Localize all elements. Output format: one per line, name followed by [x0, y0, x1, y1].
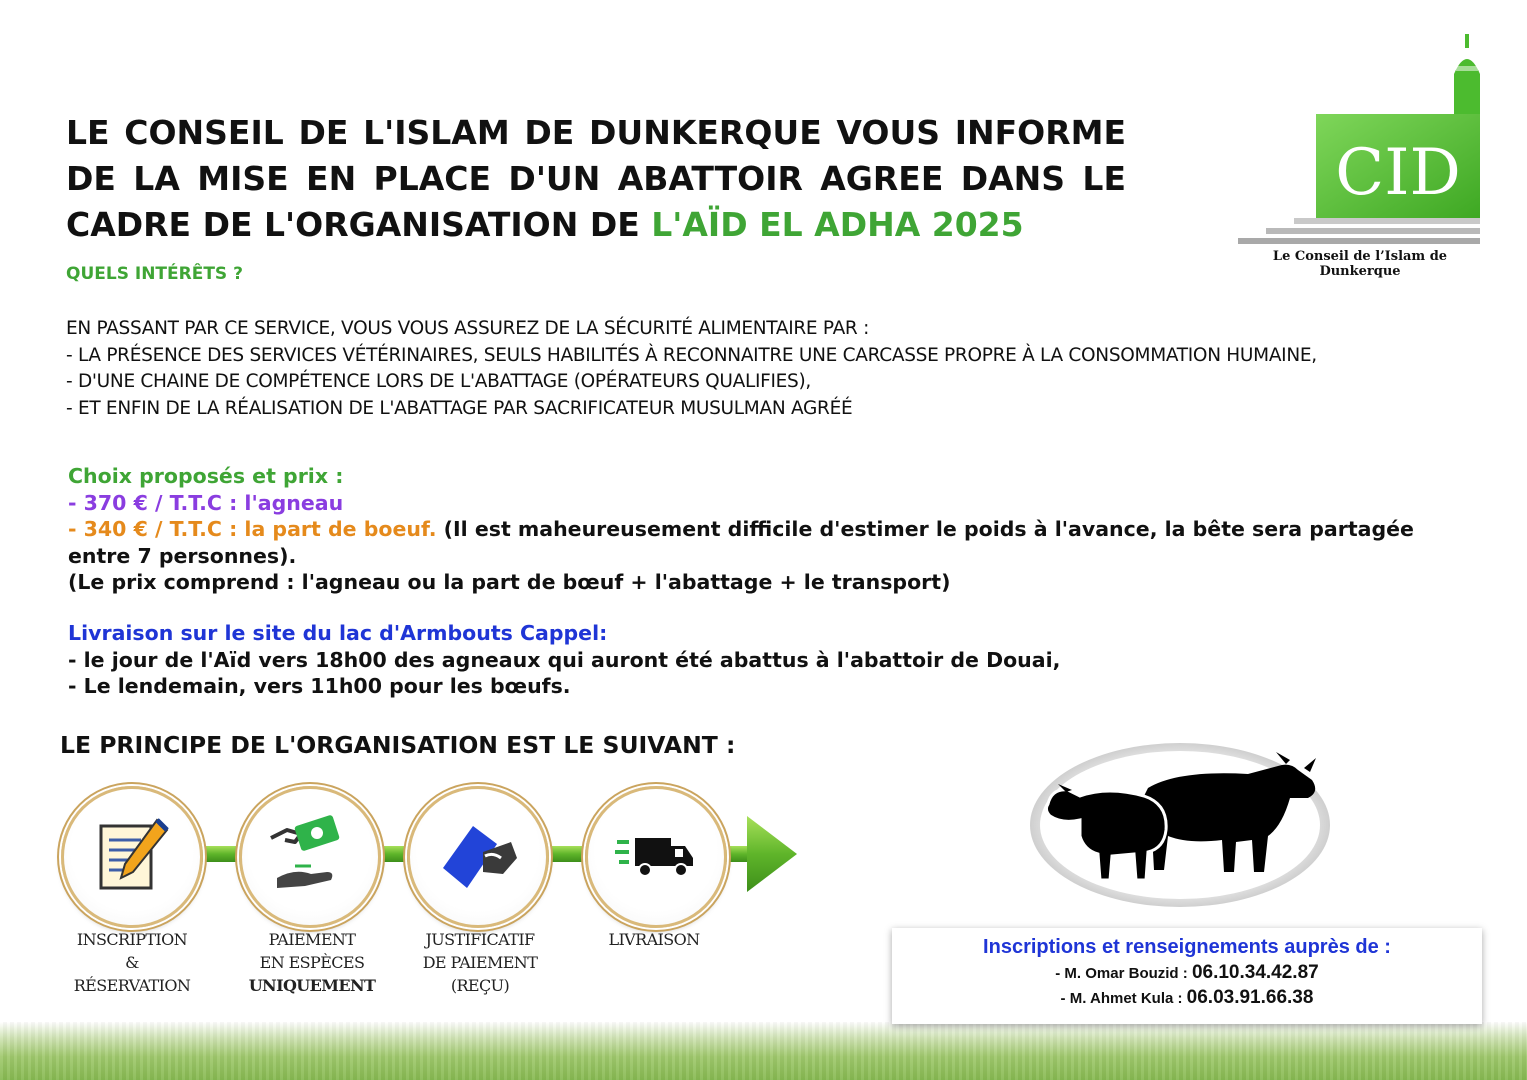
price-boeuf-line — [68, 516, 1448, 569]
prix-note: (Le prix comprend : l'agneau ou la part de bœuf + l'abattage + le transport) — [68, 570, 951, 594]
security-item: - D'UNE CHAINE DE COMPÉTENCE LORS DE L'ABATTAGE (OPÉRATEURS QUALIFIES), — [66, 371, 811, 392]
contact-phone[interactable]: 06.03.91.66.38 — [1186, 987, 1314, 1008]
choix-section — [68, 463, 1448, 596]
receipt-hand-icon — [433, 812, 523, 902]
sheep-cow-icon — [1028, 740, 1333, 910]
livraison-title: Livraison sur le site du lac d'Armbouts Cappel: — [68, 621, 608, 645]
logo-caption: Le Conseil de l’Islam de Dunkerque — [1272, 249, 1448, 279]
contact-line — [892, 987, 1482, 1009]
contact-title: Inscriptions et renseignements auprès de : — [983, 936, 1391, 958]
principe-title: LE PRINCIPE DE L'ORGANISATION EST LE SUIVANT : — [60, 731, 736, 759]
step-justificatif — [407, 786, 549, 928]
grass-background — [0, 1022, 1527, 1080]
contact-line — [892, 962, 1482, 984]
livraison-line: - Le lendemain, vers 11h00 pour les bœufs. — [68, 674, 571, 698]
cash-hand-icon — [265, 812, 355, 902]
form-pen-icon — [87, 812, 177, 902]
step-paiement — [239, 786, 381, 928]
security-item: - ET ENFIN DE LA RÉALISATION DE L'ABATTAGE PAR SACRIFICATEUR MUSULMAN AGRÉÉ — [66, 397, 853, 419]
step-label-inscription: INSCRIPTION & RÉSERVATION — [73, 930, 191, 995]
interets-title: QUELS INTÉRÊTS ? — [66, 264, 243, 284]
security-item: - LA PRÉSENCE DES SERVICES VÉTÉRINAIRES, SEULS HABILITÉS À RECONNAITRE UNE CARCASSE PROPRE À LA CONSOMMATION HUMAINE, — [66, 344, 1317, 366]
step-label-livraison: LIVRAISON — [608, 930, 700, 949]
boeuf-note: (Il est maheureusement difficile d'estimer le poids à l'avance, la bête sera partagée entre 7 personnes). — [68, 517, 1414, 568]
step-inscription — [61, 786, 203, 928]
security-list — [66, 316, 1426, 422]
contact-name: - M. Omar Bouzid : — [1055, 965, 1192, 982]
step-label-paiement: PAIEMENT EN ESPÈCES UNIQUEMENT — [248, 930, 376, 995]
step-livraison — [585, 786, 727, 928]
livraison-section — [68, 620, 1448, 700]
contact-name: - M. Ahmet Kula : — [1060, 990, 1187, 1007]
delivery-truck-icon — [611, 812, 701, 902]
security-intro: EN PASSANT PAR CE SERVICE, VOUS VOUS ASSUREZ DE LA SÉCURITÉ ALIMENTAIRE PAR : — [66, 318, 869, 339]
headline — [66, 110, 1126, 248]
step-label-justificatif: JUSTIFICATIF DE PAIEMENT (REÇU) — [422, 930, 538, 995]
headline-event: L'AÏD EL ADHA 2025 — [651, 205, 1024, 244]
livraison-line: - le jour de l'Aïd vers 18h00 des agneaux qui auront été abattus à l'abattoir de Douai, — [68, 647, 1061, 672]
cid-logo — [1232, 30, 1488, 270]
contact-phone[interactable]: 06.10.34.42.87 — [1191, 962, 1319, 983]
mosque-logo-icon — [1232, 30, 1488, 270]
process-steps — [55, 780, 815, 1010]
price-agneau: - 370 € / T.T.C : l'agneau — [68, 490, 344, 515]
contact-box — [892, 928, 1482, 1024]
sheep-cow-illustration — [1028, 740, 1333, 910]
svg-text:CID: CID — [1335, 136, 1461, 210]
price-boeuf: - 340 € / T.T.C : la part de boeuf. — [68, 517, 437, 541]
choix-title: Choix proposés et prix : — [68, 464, 344, 488]
headline-text: LE CONSEIL DE L'ISLAM DE DUNKERQUE VOUS INFORME DE LA MISE EN PLACE D'UN ABATTOIR AGREE DANS LE CADRE DE L'ORGANISATION DE — [66, 113, 1126, 244]
